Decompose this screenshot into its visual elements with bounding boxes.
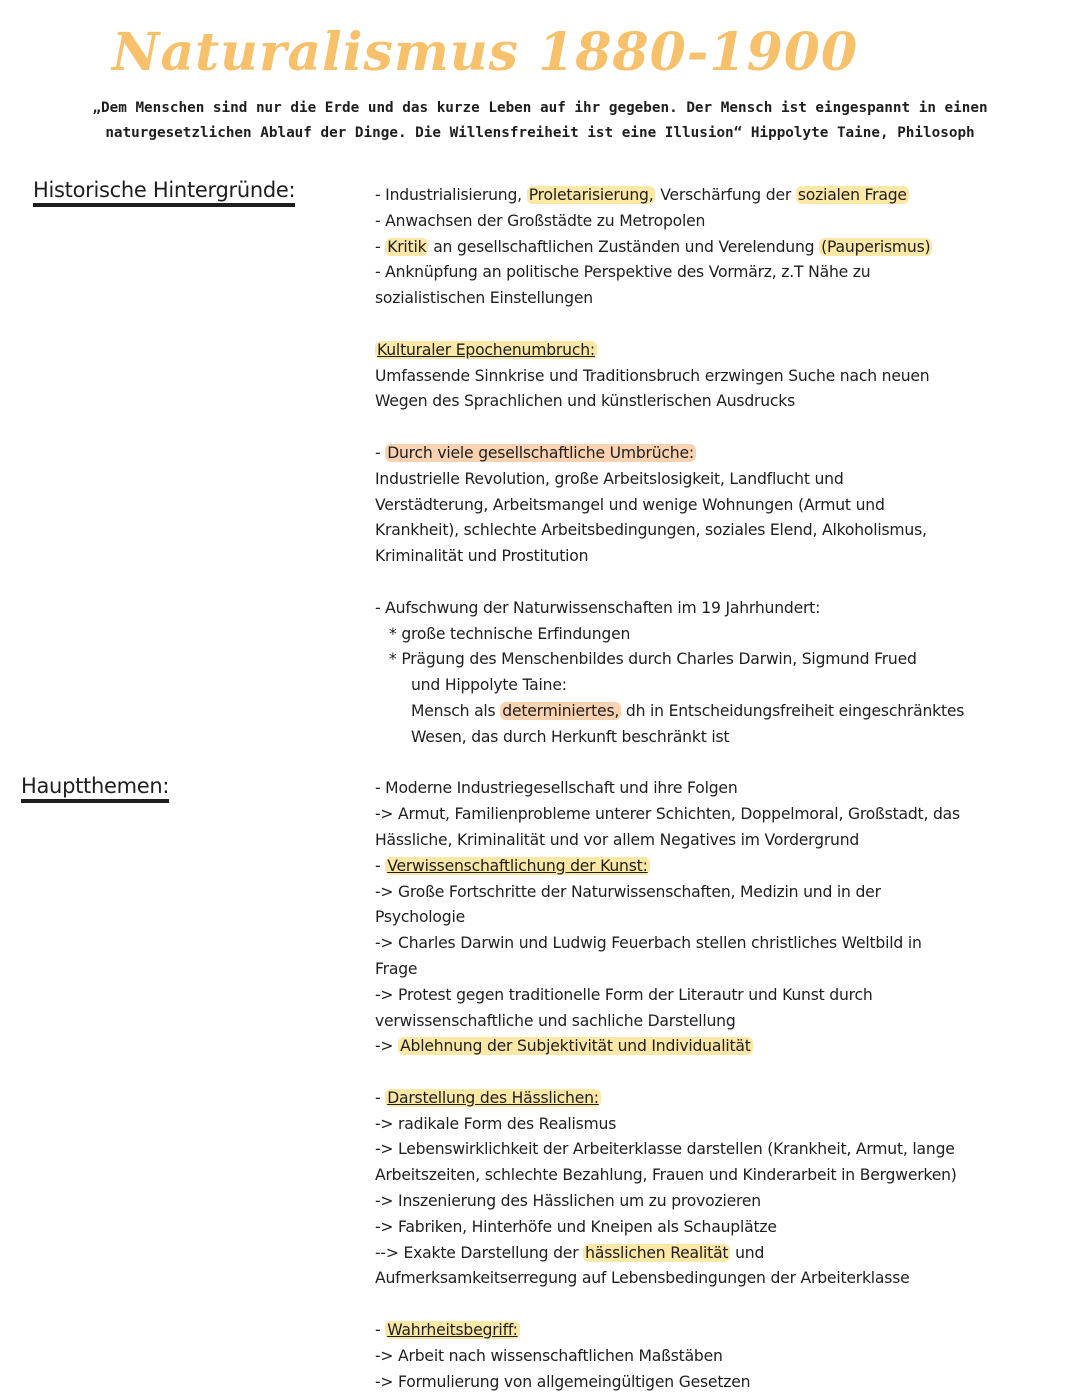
- note-line: Wesen, das durch Herkunft beschränkt ist: [411, 727, 730, 746]
- highlight: Proletarisierung,: [528, 186, 654, 204]
- heading-label: Historische Hintergründe:: [33, 178, 295, 207]
- note-line: -> Fabriken, Hinterhöfe und Kneipen als Schauplätze: [375, 1217, 777, 1236]
- note-line: Frage: [375, 959, 418, 978]
- note-line: -> Charles Darwin und Ludwig Feuerbach stellen christliches Weltbild in: [375, 934, 922, 953]
- heading-hauptthemen: [21, 774, 169, 798]
- note-line: - Kritik an gesellschaftlichen Zuständen und Verelendung (Pauperismus): [375, 237, 931, 256]
- quote-line: naturgesetzlichen Ablauf der Dinge. Die Willensfreiheit ist eine Illusion“ Hippolyte Taine, Philosoph: [105, 125, 975, 141]
- note-line: - Moderne Industriegesellschaft und ihre Folgen: [375, 779, 738, 798]
- note-line: * große technische Erfindungen: [389, 624, 631, 643]
- note-line: Umfassende Sinnkrise und Traditionsbruch erzwingen Suche nach neuen: [375, 366, 930, 385]
- highlight: Kritik: [387, 237, 427, 256]
- note-line: Industrielle Revolution, große Arbeitslosigkeit, Landflucht und: [375, 469, 844, 488]
- note-line: -> Inszenierung des Hässlichen um zu provozieren: [375, 1192, 761, 1211]
- highlight: Kulturaler Epochenumbruch:: [377, 340, 595, 359]
- highlight: Verwissenschaftlichung der Kunst:: [387, 856, 648, 875]
- highlight: Wahrheitsbegriff:: [387, 1321, 518, 1340]
- note-line: -> Lebenswirklichkeit der Arbeiterklasse darstellen (Krankheit, Armut, lange: [375, 1140, 955, 1159]
- note-line: - Wahrheitsbegriff:: [375, 1321, 518, 1340]
- heading-historische-hintergruende: [33, 178, 295, 202]
- note-line: Kriminalität und Prostitution: [375, 547, 589, 566]
- intro-quote: [60, 96, 1020, 146]
- notes-content: [375, 183, 1025, 1395]
- note-line: Verstädterung, Arbeitsmangel und wenige Wohnungen (Armut und: [375, 495, 885, 514]
- note-line: Aufmerksamkeitserregung auf Lebensbedingungen der Arbeiterklasse: [375, 1269, 910, 1288]
- quote-line: „Dem Menschen sind nur die Erde und das kurze Leben auf ihr gegeben. Der Mensch ist eingespannt in einen: [92, 100, 988, 116]
- highlight: Ablehnung der Subjektivität und Individualität: [400, 1037, 751, 1056]
- note-line: --> Exakte Darstellung der hässlichen Realität und: [375, 1243, 765, 1262]
- highlight: Darstellung des Hässlichen:: [387, 1088, 599, 1107]
- note-line: -> Armut, Familienprobleme unterer Schichten, Doppelmoral, Großstadt, das: [375, 805, 960, 824]
- note-line: - Verwissenschaftlichung der Kunst:: [375, 856, 648, 875]
- note-line: - Darstellung des Hässlichen:: [375, 1088, 599, 1107]
- note-line: Arbeitszeiten, schlechte Bezahlung, Frauen und Kinderarbeit in Bergwerken): [375, 1166, 957, 1185]
- highlight: determiniertes,: [502, 701, 620, 720]
- note-line: und Hippolyte Taine:: [411, 676, 567, 695]
- note-line: - Anwachsen der Großstädte zu Metropolen: [375, 211, 706, 230]
- highlight: hässlichen Realität: [585, 1243, 729, 1262]
- note-line: -> Ablehnung der Subjektivität und Individualität: [375, 1037, 751, 1056]
- note-line: - Anknüpfung an politische Perspektive des Vormärz, z.T Nähe zu: [375, 263, 871, 282]
- note-line: Krankheit), schlechte Arbeitsbedingungen, soziales Elend, Alkoholismus,: [375, 521, 927, 540]
- note-line: Psychologie: [375, 908, 465, 927]
- highlight: Durch viele gesellschaftliche Umbrüche:: [387, 443, 694, 462]
- note-line: Mensch als determiniertes, dh in Entscheidungsfreiheit eingeschränktes: [411, 701, 965, 720]
- subheading-kultureller-epochenumbruch: [375, 338, 1025, 364]
- note-line: - Industrialisierung, Proletarisierung, Verschärfung der sozialen Frage: [375, 186, 907, 204]
- heading-label: Hauptthemen:: [21, 774, 169, 803]
- note-line: - Durch viele gesellschaftliche Umbrüche:: [375, 443, 694, 462]
- page-title: Naturalismus 1880-1900: [111, 22, 859, 83]
- note-line: -> Protest gegen traditionelle Form der Literautr und Kunst durch: [375, 985, 873, 1004]
- note-line: -> Arbeit nach wissenschaftlichen Maßstäben: [375, 1346, 723, 1365]
- note-line: -> Formulierung von allgemeingültigen Gesetzen: [375, 1372, 751, 1391]
- highlight: (Pauperismus): [821, 237, 931, 256]
- note-line: * Prägung des Menschenbildes durch Charles Darwin, Sigmund Frued: [389, 650, 917, 669]
- note-line: -> Große Fortschritte der Naturwissenschaften, Medizin und in der: [375, 882, 881, 901]
- note-line: Hässliche, Kriminalität und vor allem Negatives im Vordergrund: [375, 830, 860, 849]
- note-line: sozialistischen Einstellungen: [375, 289, 593, 308]
- note-line: Wegen des Sprachlichen und künstlerischen Ausdrucks: [375, 392, 796, 411]
- note-line: verwissenschaftliche und sachliche Darstellung: [375, 1011, 736, 1030]
- note-line: - Aufschwung der Naturwissenschaften im 19 Jahrhundert:: [375, 598, 821, 617]
- note-line: -> radikale Form des Realismus: [375, 1114, 617, 1133]
- highlight: sozialen Frage: [797, 186, 907, 204]
